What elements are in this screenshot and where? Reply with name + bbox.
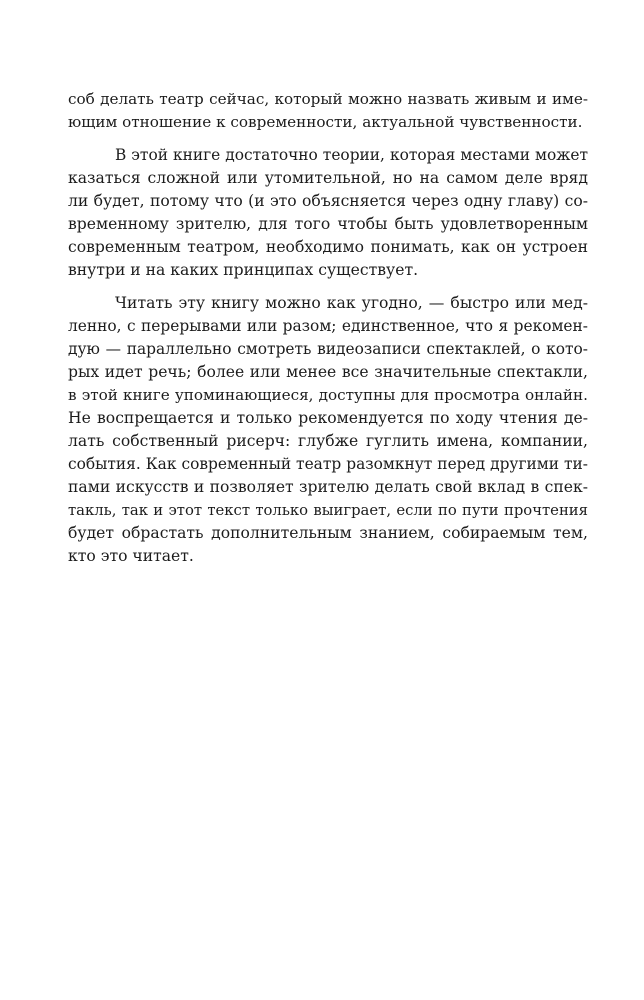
text-line: Читать эту книгу можно как угодно, — быстро или мед- <box>115 294 588 312</box>
text-line: рых идет речь; более или менее все значительные спектакли, <box>68 363 588 381</box>
text-line: современным театром, необходимо понимать, как он устроен <box>68 238 588 256</box>
text-line: ленно, с перерывами или разом; единственное, что я рекомен- <box>68 317 588 335</box>
body-text <box>68 88 588 568</box>
text-line: в этой книге упоминающиеся, доступны для просмотра онлайн. <box>68 386 588 404</box>
text-line: Не воспрещается и только рекомендуется по ходу чтения де- <box>68 409 588 427</box>
text-line: будет обрастать дополнительным знанием, собираемым тем, <box>68 524 588 542</box>
text-line: внутри и на каких принципах существует. <box>68 261 419 279</box>
text-line: ли будет, потому что (и это объясняется через одну главу) со- <box>68 192 588 210</box>
text-line: пами искусств и позволяет зрителю делать свой вклад в спек- <box>68 478 588 496</box>
text-line: кто это читает. <box>68 547 194 565</box>
text-line: временному зрителю, для того чтобы быть удовлетворенным <box>68 215 588 233</box>
text-line: казаться сложной или утомительной, но на самом деле вряд <box>68 169 588 187</box>
text-line: ющим отношение к современности, актуальной чувственности. <box>68 113 583 131</box>
text-line: события. Как современный театр разомкнут перед другими ти- <box>68 455 588 473</box>
text-line: лать собственный рисерч: глубже гуглить имена, компании, <box>68 432 588 450</box>
text-line: соб делать театр сейчас, который можно назвать живым и име- <box>68 90 588 108</box>
text-line: В этой книге достаточно теории, которая местами может <box>115 146 588 164</box>
text-line: такль, так и этот текст только выиграет, если по пути прочтения <box>68 502 588 519</box>
text-line: дую — параллельно смотреть видеозаписи спектаклей, о кото- <box>68 340 588 358</box>
